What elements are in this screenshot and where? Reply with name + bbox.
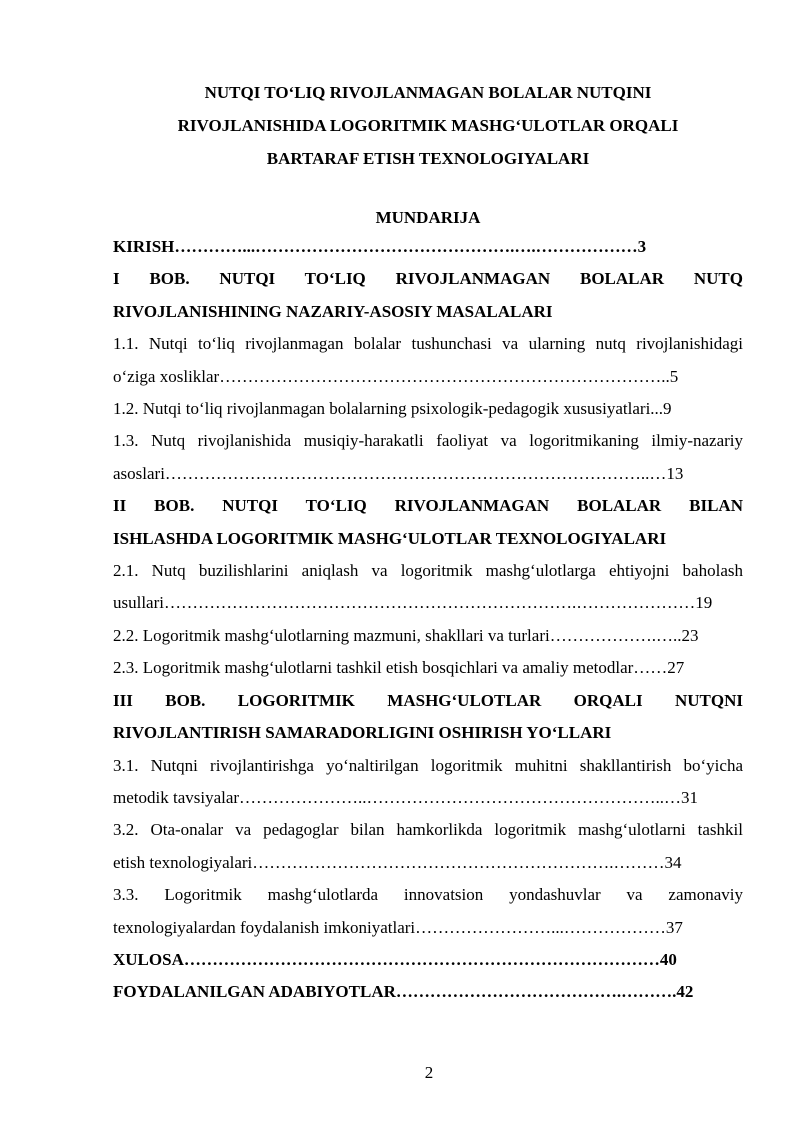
title-line: NUTQI TO‘LIQ RIVOJLANMAGAN BOLALAR NUTQINI xyxy=(204,83,652,102)
toc-chapter-1-heading: I BOB. NUTQI TO‘LIQ RIVOJLANMAGAN BOLALAR NUTQ xyxy=(113,269,743,289)
toc-chapter-3-heading: III BOB. LOGORITMIK MASHG‘ULOTLAR ORQALI NUTQNI xyxy=(113,690,743,710)
document-title xyxy=(113,76,743,175)
toc-chapter-2-heading: II BOB. NUTQI TO‘LIQ RIVOJLANMAGAN BOLALAR BILAN xyxy=(113,496,743,516)
toc-entry-1-3-cont: asoslari…………………………………………………………………………..…13 xyxy=(113,463,684,483)
toc-entry-3-3-cont: texnologiyalardan foydalanish imkoniyatlari……………………...………………37 xyxy=(113,917,683,937)
title-line: RIVOJLANISHIDA LOGORITMIK MASHG‘ULOTLAR ORQALI xyxy=(177,116,679,135)
toc-entry-3-3: 3.3. Logoritmik mashg‘ulotlarda innovatsion yondashuvlar va zamonaviy xyxy=(113,885,743,905)
toc-chapter-2-heading-cont: ISHLASHDA LOGORITMIK MASHG‘ULOTLAR TEXNOLOGIYALARI xyxy=(113,528,667,548)
toc-entry-3-1-cont: metodik tavsiyalar…………………..……………………………………………..…31 xyxy=(113,787,699,807)
toc-entry-2-1-cont: usullari……………………………………………………………….…………………19 xyxy=(113,593,713,613)
toc-entry-references: FOYDALANILGAN ADABIYOTLAR………………………………….……….42 xyxy=(113,982,694,1002)
table-of-contents xyxy=(113,231,743,1009)
title-line: BARTARAF ETISH TEXNOLOGIYALARI xyxy=(266,149,590,168)
toc-entry-1-1-cont: o‘ziga xosliklar……………………………………………………………………..5 xyxy=(113,366,679,386)
toc-entry-2-1: 2.1. Nutq buzilishlarini aniqlash va logoritmik mashg‘ulotlarga ehtiyojni baholash xyxy=(113,561,743,581)
toc-entry-1-3: 1.3. Nutq rivojlanishida musiqiy-harakatli faoliyat va logoritmikaning ilmiy-nazariy xyxy=(113,431,743,451)
contents-heading: MUNDARIJA xyxy=(375,208,481,227)
toc-entry-conclusion: XULOSA…………………………………………………………………………40 xyxy=(113,949,677,969)
toc-entry-2-3: 2.3. Logoritmik mashg‘ulotlarni tashkil etish bosqichlari va amaliy metodlar……27 xyxy=(113,658,685,678)
toc-entry-3-2-cont: etish texnologiyalari……………………………………………………….………34 xyxy=(113,852,682,872)
toc-entry-2-2: 2.2. Logoritmik mashg‘ulotlarning mazmuni, shakllari va turlari……………….…..23 xyxy=(113,625,699,645)
toc-entry-1-1: 1.1. Nutqi to‘liq rivojlanmagan bolalar tushunchasi va ularning nutq rivojlanishidagi xyxy=(113,334,743,354)
page-number: 2 xyxy=(424,1063,434,1082)
toc-entry-3-1: 3.1. Nutqni rivojlantirishga yo‘naltirilgan logoritmik muhitni shakllantirish bo‘yicha xyxy=(113,755,743,775)
toc-entry-3-2: 3.2. Ota-onalar va pedagoglar bilan hamkorlikda logoritmik mashg‘ulotlarni tashkil xyxy=(113,820,743,840)
toc-entry-introduction: KIRISH…………...……………………………………….….………………3 xyxy=(113,237,647,256)
toc-chapter-3-heading-cont: RIVOJLANTIRISH SAMARADORLIGINI OSHIRISH YO‘LLARI xyxy=(113,723,612,743)
toc-chapter-1-heading-cont: RIVOJLANISHINING NAZARIY-ASOSIY MASALALARI xyxy=(113,301,553,321)
toc-entry-1-2: 1.2. Nutqi to‘liq rivojlanmagan bolalarning psixologik-pedagogik xususiyatlari...9 xyxy=(113,399,672,419)
